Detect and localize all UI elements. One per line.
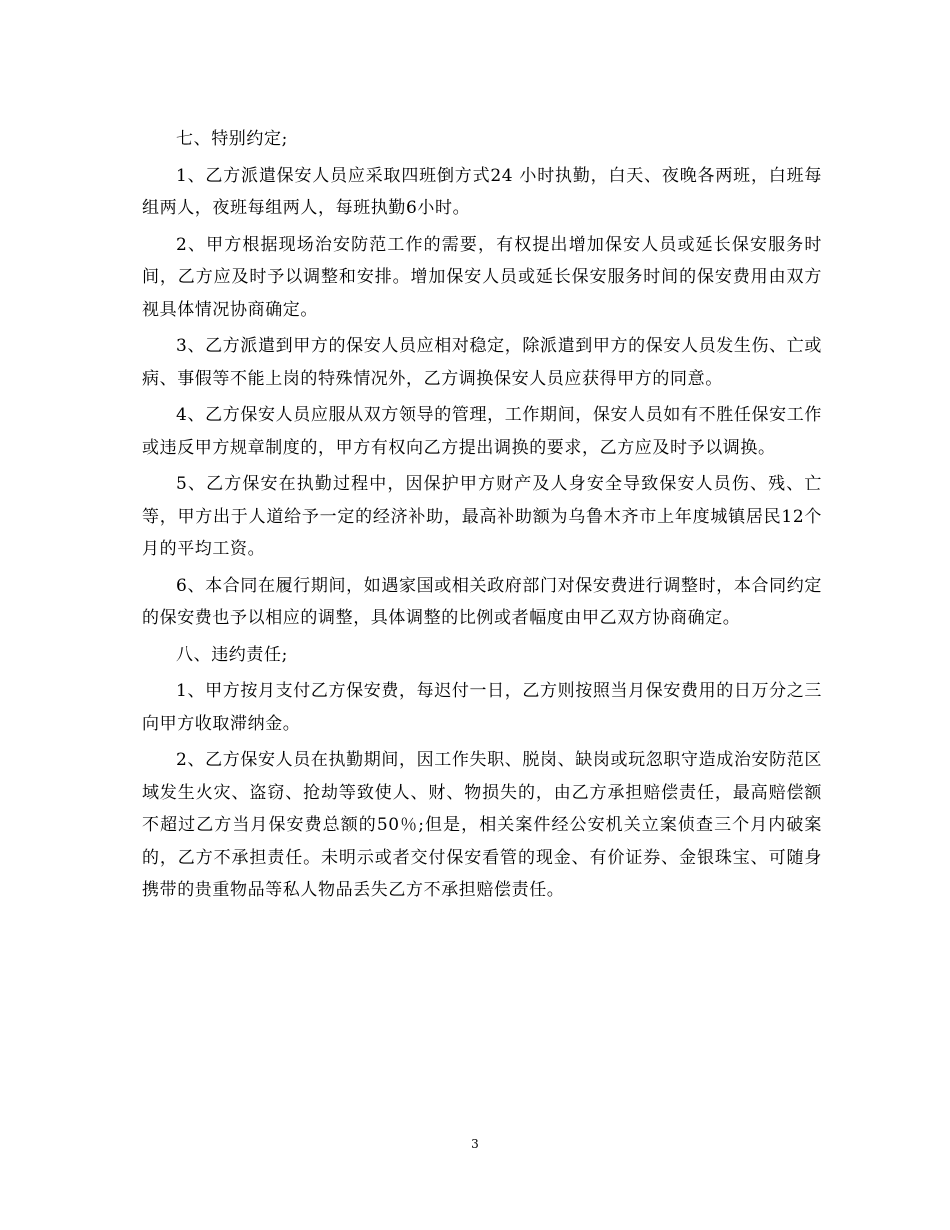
clause-7-5: 5、乙方保安在执勤过程中，因保护甲方财产及人身安全导致保安人员伤、残、亡等，甲方出于人道给予一定的经济补助，最高补助额为乌鲁木齐市上年度城镇居民12个月的平均工资。	[142, 474, 822, 559]
document-body	[142, 123, 822, 911]
clause-8-2: 2、乙方保安人员在执勤期间，因工作失职、脱岗、缺岗或玩忽职守造成治安防范区域发生火灾、盗窃、抢劫等致使人、财、物损失的，由乙方承担赔偿责任，最高赔偿额不超过乙方当月保安费总额的50％;但是，相关案件经公安机关立案侦查三个月内破案的，乙方不承担责任。未明示或者交付保安看管的现金、有价证券、金银珠宝、可随身携带的贵重物品等私人物品丢失乙方不承担赔偿责任。	[142, 750, 822, 900]
clause-7-1: 1、乙方派遣保安人员应采取四班倒方式24 小时执勤，白天、夜晚各两班，白班每组两人，夜班每组两人，每班执勤6小时。	[142, 165, 822, 218]
clause-7-4: 4、乙方保安人员应服从双方领导的管理，工作期间，保安人员如有不胜任保安工作或违反甲方规章制度的，甲方有权向乙方提出调换的要求，乙方应及时予以调换。	[142, 405, 822, 458]
clause-7-6: 6、本合同在履行期间，如遇家国或相关政府部门对保安费进行调整时，本合同约定的保安费也予以相应的调整，具体调整的比例或者幅度由甲乙双方协商确定。	[142, 575, 822, 628]
clause-7-2: 2、甲方根据现场治安防范工作的需要，有权提出增加保安人员或延长保安服务时间，乙方应及时予以调整和安排。增加保安人员或延长保安服务时间的保安费用由双方视具体情况协商确定。	[142, 234, 822, 320]
section-heading-breach-liability: 八、违约责任;	[176, 644, 288, 665]
section-heading-special-terms: 七、特别约定;	[176, 129, 288, 149]
clause-7-3: 3、乙方派遣到甲方的保安人员应相对稳定，除派遣到甲方的保安人员发生伤、亡或病、事假等不能上岗的特殊情况外，乙方调换保安人员应获得甲方的同意。	[142, 336, 822, 389]
clause-8-1: 1、甲方按月支付乙方保安费，每迟付一日，乙方则按照当月保安费用的日万分之三向甲方收取滞纳金。	[142, 681, 822, 734]
page-number: 3	[471, 1137, 479, 1151]
